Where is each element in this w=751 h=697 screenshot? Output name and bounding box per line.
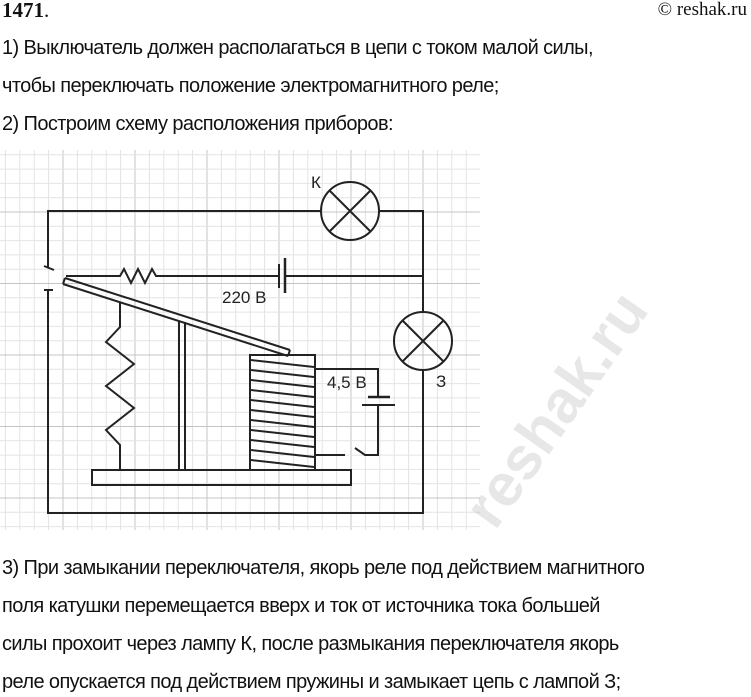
coil-turn (251, 420, 314, 427)
coil-turn (251, 430, 314, 437)
copyright: © reshak.ru (657, 0, 747, 20)
paragraph-line: реле опускается под действием пружины и замыкает цепь с лампой З; (2, 671, 621, 693)
paragraph-line: поля катушки перемещается вверх и ток от источника тока большей (2, 595, 600, 617)
paragraph-line: чтобы переключать положение электромагнитного реле; (2, 75, 499, 97)
lamp-k-icon (321, 182, 379, 240)
coil-turn (251, 390, 314, 397)
paragraph-line: силы прохоит через лампу К, после размыкания переключателя якорь (2, 633, 619, 655)
lamp-z-label: З (436, 372, 447, 391)
problem-number (2, 0, 49, 23)
problem-number-text: 1471 (2, 0, 44, 22)
voltage-220-label: 220 В (222, 288, 267, 307)
resistor-wire (66, 269, 423, 283)
paragraph-line: 3) При замыкании переключателя, якорь реле под действием магнитного (2, 557, 645, 579)
relay-circuit-diagram (0, 150, 480, 530)
spring-icon (106, 302, 134, 470)
problem-number-dot: . (44, 0, 50, 22)
coil-turn (251, 410, 314, 417)
pivot-post (179, 322, 185, 470)
coil-turn (251, 460, 314, 467)
coil-turn (251, 360, 314, 367)
voltage-45-label: 4,5 В (327, 373, 367, 392)
paragraph-line: 2) Построим схему расположения приборов: (2, 113, 393, 135)
watermark: reshak.ru (450, 279, 661, 540)
paragraph-line: 1) Выключатель должен располагаться в цепи с током малой силы, (2, 37, 593, 59)
coil-turn (251, 370, 314, 377)
coil-turn (251, 400, 314, 407)
lamp-k-label: К (311, 173, 321, 192)
coil-turn (251, 450, 314, 457)
coil-windings (251, 360, 314, 467)
